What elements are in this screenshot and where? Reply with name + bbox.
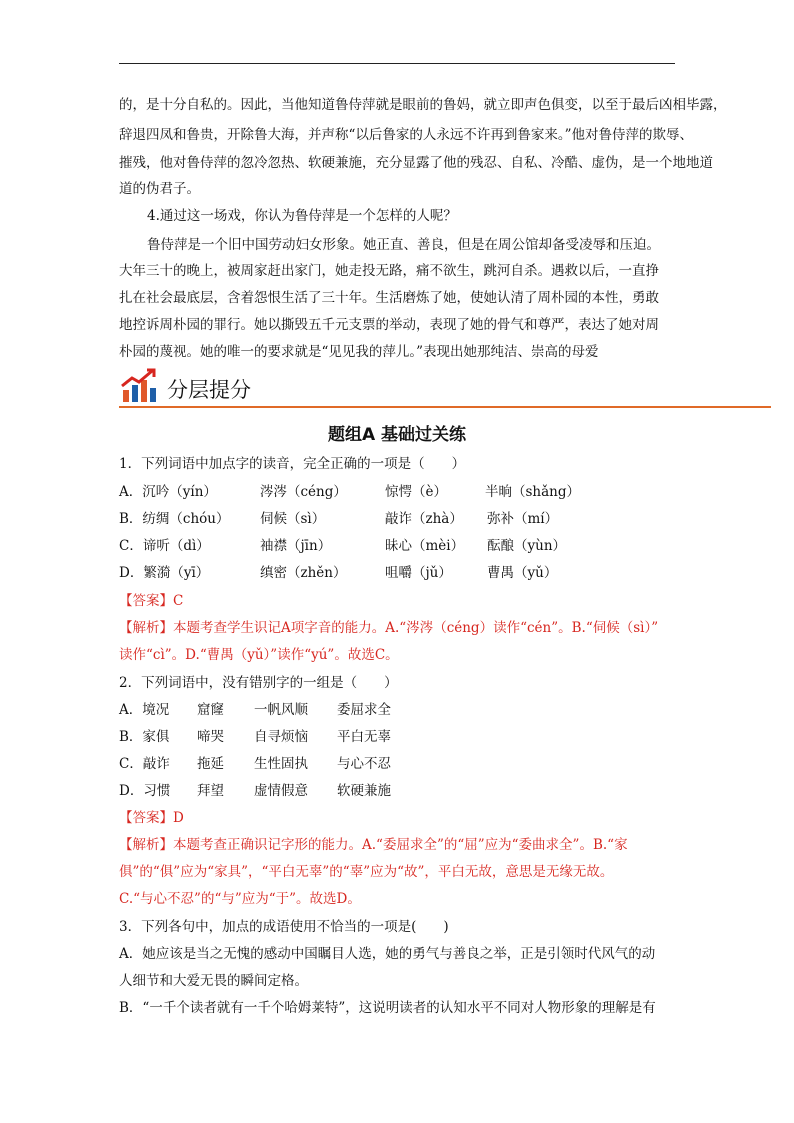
option-cell: A．沉吟（yín） (119, 484, 217, 500)
section-banner-title: 分层提分 (167, 378, 251, 402)
paragraph-line: 辞退四凤和鲁贵，开除鲁大海，并声称“以后鲁家的人永远不许再到鲁家来。”他对鲁侍萍的欺辱、 (119, 127, 694, 143)
paragraph-line: 的，是十分自私的。因此，当他知道鲁侍萍就是眼前的鲁妈，就立即声色俱变，以至于最后凶相毕露， (119, 97, 727, 113)
option-cell: 一帆风顺 (254, 702, 308, 718)
option-line: A．她应该是当之无愧的感动中国瞩目人选，她的勇气与善良之举，正是引领时代风气的动 (119, 946, 656, 962)
option-cell: 与心不忍 (337, 756, 391, 772)
section-banner-rule (119, 406, 771, 408)
option-cell: 涔涔（céng） (260, 484, 347, 500)
option-cell: 虚情假意 (254, 783, 308, 799)
option-cell: 酝酿（yùn） (487, 538, 567, 554)
option-cell: D．繁漪（yī） (119, 565, 210, 581)
answer-line: 朴园的蔑视。她的唯一的要求就是“见见我的萍儿。”表现出她那纯洁、崇高的母爱 (119, 344, 599, 360)
question-3-stem: 3．下列各句中，加点的成语使用不恰当的一项是( ) (119, 919, 449, 935)
option-cell: 拖延 (197, 756, 224, 772)
option-line: 人细节和大爱无畏的瞬间定格。 (119, 973, 308, 989)
answer-label: 【答案】C (119, 593, 184, 609)
option-cell: 昧心（mèi） (385, 538, 465, 554)
group-title: 题组A 基础过关练 (327, 425, 467, 445)
option-cell: B．纺绸（chóu） (119, 511, 230, 527)
analysis-line: 【解析】本题考查学生识记A项字音的能力。A.“涔涔（céng）读作“cén”。B.“伺候（sì）” (119, 620, 659, 636)
option-cell: 平白无辜 (337, 729, 391, 745)
option-cell: 啼哭 (197, 729, 224, 745)
option-cell: 惊愕（è） (385, 484, 447, 500)
question-4-heading: 4.通过这一场戏，你认为鲁侍萍是一个怎样的人呢？ (147, 208, 457, 224)
question-2-stem: 2．下列词语中，没有错别字的一组是（ ） (119, 675, 398, 691)
question-1-stem: 1．下列词语中加点字的读音，完全正确的一项是（ ） (119, 456, 466, 472)
option-line: B．“一千个读者就有一千个哈姆莱特”，这说明读者的认知水平不同对人物形象的理解是有 (119, 1000, 656, 1016)
option-cell: 拜望 (197, 783, 224, 799)
option-cell: 半晌（shǎng） (485, 484, 581, 500)
option-cell: 咀嚼（jǔ） (385, 565, 452, 581)
option-cell: 敲诈（zhà） (385, 511, 463, 527)
answer-line: 大年三十的晚上，被周家赶出家门，她走投无路，痛不欲生，跳河自杀。遇救以后，一直挣 (119, 263, 659, 279)
paragraph-line: 道的伪君子。 (119, 181, 200, 197)
option-cell: 弥补（mí） (487, 511, 559, 527)
option-cell: D．习惯 (119, 783, 171, 799)
analysis-line: 读作“cì”。D.“曹禺（yǔ）”读作“yú”。故选C。 (119, 647, 399, 663)
option-cell: 委屈求全 (337, 702, 391, 718)
option-cell: C．敲诈 (119, 756, 170, 772)
header-rule (119, 63, 675, 64)
answer-line: 鲁侍萍是一个旧中国劳动妇女形象。她正直、善良，但是在周公馆却备受凌辱和压迫。 (147, 237, 660, 253)
paragraph-line: 摧残，他对鲁侍萍的忽冷忽热、软硬兼施，充分显露了他的残忍、自私、冷酷、虚伪，是一个地地道 (119, 155, 713, 171)
option-cell: A．境况 (119, 702, 170, 718)
chart-growth-icon (120, 368, 158, 404)
analysis-line: 【解析】本题考查正确识记字形的能力。A.“委屈求全”的“屈”应为“委曲求全”。B.“家 (119, 837, 628, 853)
option-cell: 自寻烦恼 (254, 729, 308, 745)
option-cell: 伺候（sì） (260, 511, 326, 527)
option-cell: B．家俱 (119, 729, 170, 745)
answer-label: 【答案】D (119, 810, 184, 826)
analysis-line: 俱”的“俱”应为“家具”，“平白无辜”的“辜”应为“故”，平白无故，意思是无缘无故。 (119, 864, 614, 880)
option-cell: 袖襟（jīn） (260, 538, 332, 554)
analysis-line: C.“与心不忍”的“与”应为“于”。故选D。 (119, 891, 361, 907)
option-cell: 生性固执 (254, 756, 308, 772)
option-cell: 软硬兼施 (337, 783, 391, 799)
option-cell: 窟窿 (197, 702, 224, 718)
option-cell: C．谛听（dì） (119, 538, 210, 554)
answer-line: 扎在社会最底层，含着怨恨生活了三十年。生活磨炼了她，使她认清了周朴园的本性，勇敢 (119, 290, 659, 306)
answer-line: 地控诉周朴园的罪行。她以撕毁五千元支票的举动，表现了她的骨气和尊严，表达了她对周 (119, 317, 659, 333)
option-cell: 缜密（zhěn） (260, 565, 347, 581)
option-cell: 曹禺（yǔ） (487, 565, 558, 581)
